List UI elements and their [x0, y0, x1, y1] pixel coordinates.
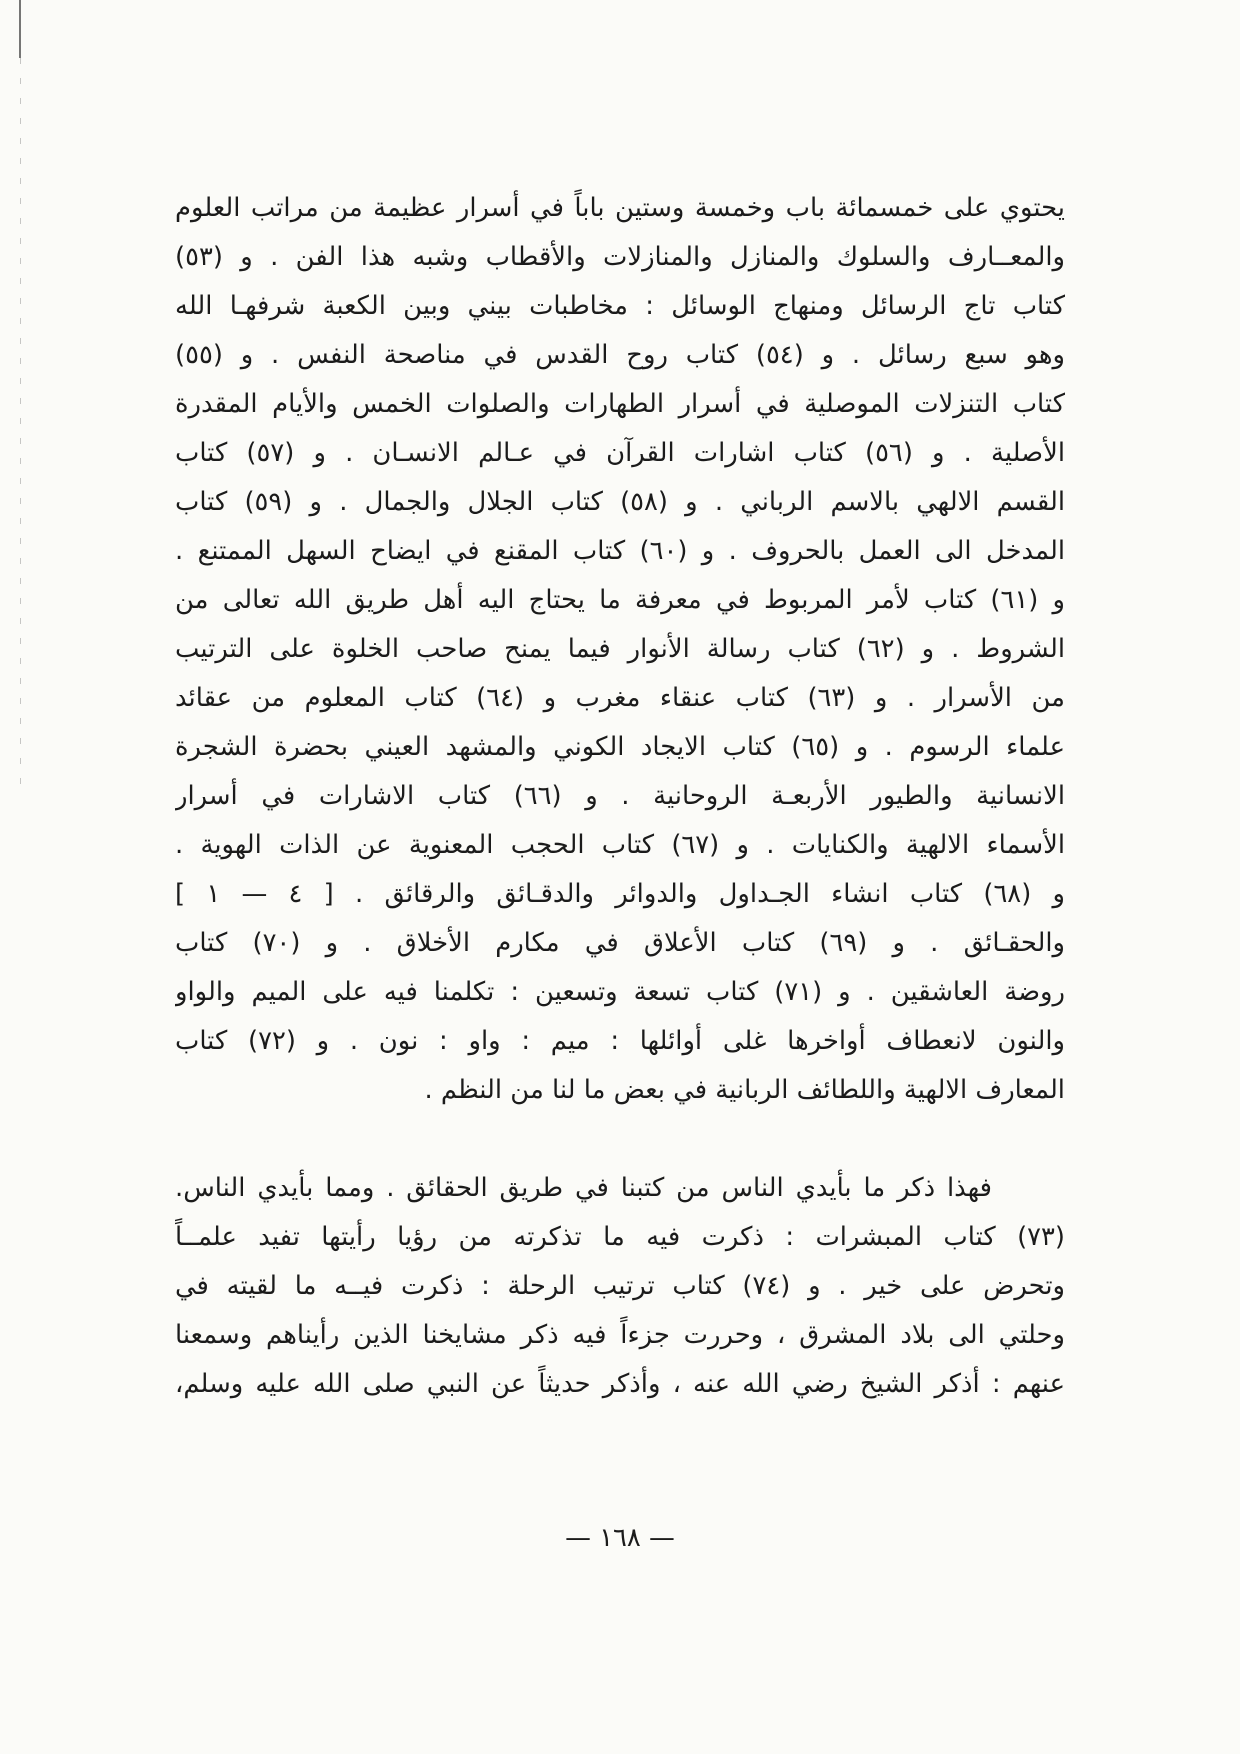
text-block — [175, 184, 1065, 1409]
paragraph — [175, 1164, 1065, 1409]
text-line: و (٦١) كتاب لأمر المربوط في معرفة ما يحتاج اليه أهل طريق الله تعالى من — [175, 585, 1065, 615]
text-line: و (٦٨) كتاب انشاء الجـداول والدوائر والدقـائق والرقائق . [ ٤ — ١ ] — [175, 879, 1065, 909]
text-line: الانسانية والطيور الأربعـة الروحانية . و (٦٦) كتاب الاشارات في أسرار — [175, 781, 1065, 811]
text-line: عنهم : أذكر الشيخ رضي الله عنه ، وأذكر حديثاً عن النبي صلى الله عليه وسلم، — [175, 1369, 1065, 1399]
paragraph — [175, 184, 1065, 1115]
text-line: فهذا ذكر ما بأيدي الناس من كتبنا في طريق الحقائق . ومما بأيدي الناس. — [175, 1173, 992, 1203]
text-line: الشروط . و (٦٢) كتاب رسالة الأنوار فيما يمنح صاحب الخلوة على الترتيب — [175, 634, 1065, 664]
text-line: من الأسرار . و (٦٣) كتاب عنقاء مغرب و (٦٤) كتاب المعلوم من عقائد — [175, 683, 1065, 713]
scan-edge-mark — [19, 0, 21, 58]
text-line: والنون لانعطاف أواخرها غلى أوائلها : ميم : واو : نون . و (٧٢) كتاب — [175, 1026, 1065, 1056]
text-line: الأسماء الالهية والكنايات . و (٦٧) كتاب الحجب المعنوية عن الذات الهوية . — [175, 830, 1065, 860]
text-line: المعارف الالهية واللطائف الربانية في بعض ما لنا من النظم . — [424, 1075, 1065, 1105]
text-line: والحقـائق . و (٦٩) كتاب الأعلاق في مكارم الأخلاق . و (٧٠) كتاب — [175, 928, 1065, 958]
text-line: وهو سبع رسائل . و (٥٤) كتاب روح القدس في مناصحة النفس . و (٥٥) — [175, 340, 1065, 370]
text-line: يحتوي على خمسمائة باب وخمسة وستين باباً في أسرار عظيمة من مراتب العلوم — [175, 193, 1065, 223]
text-line: (٧٣) كتاب المبشرات : ذكرت فيه ما تذكرته من رؤيا رأيتها تفيد علمــاً — [175, 1222, 1065, 1252]
text-line: كتاب تاج الرسائل ومنهاج الوسائل : مخاطبات بيني وبين الكعبة شرفهـا الله — [175, 291, 1065, 321]
text-line: روضة العاشقين . و (٧١) كتاب تسعة وتسعين : تكلمنا فيه على الميم والواو — [175, 977, 1065, 1007]
text-line: كتاب التنزلات الموصلية في أسرار الطهارات والصلوات الخمس والأيام المقدرة — [175, 389, 1065, 419]
scan-edge-mark — [20, 58, 21, 798]
text-line: الأصلية . و (٥٦) كتاب اشارات القرآن في عـالم الانسـان . و (٥٧) كتاب — [175, 438, 1065, 468]
text-line: وحلتي الى بلاد المشرق ، وحررت جزءاً فيه ذكر مشايخنا الذين رأيناهم وسمعنا — [175, 1320, 1065, 1350]
text-line: علماء الرسوم . و (٦٥) كتاب الايجاد الكوني والمشهد العيني بحضرة الشجرة — [175, 732, 1065, 762]
text-line: والمعــارف والسلوك والمنازل والمنازلات والأقطاب وشبه هذا الفن . و (٥٣) — [175, 242, 1065, 272]
text-line: المدخل الى العمل بالحروف . و (٦٠) كتاب المقنع في ايضاح السهل الممتنع . — [175, 536, 1065, 566]
page-number: — ١٦٨ — — [565, 1523, 675, 1553]
text-line: القسم الالهي بالاسم الرباني . و (٥٨) كتاب الجلال والجمال . و (٥٩) كتاب — [175, 487, 1065, 517]
text-line: وتحرض على خير . و (٧٤) كتاب ترتيب الرحلة : ذكرت فيــه ما لقيته في — [175, 1271, 1065, 1301]
